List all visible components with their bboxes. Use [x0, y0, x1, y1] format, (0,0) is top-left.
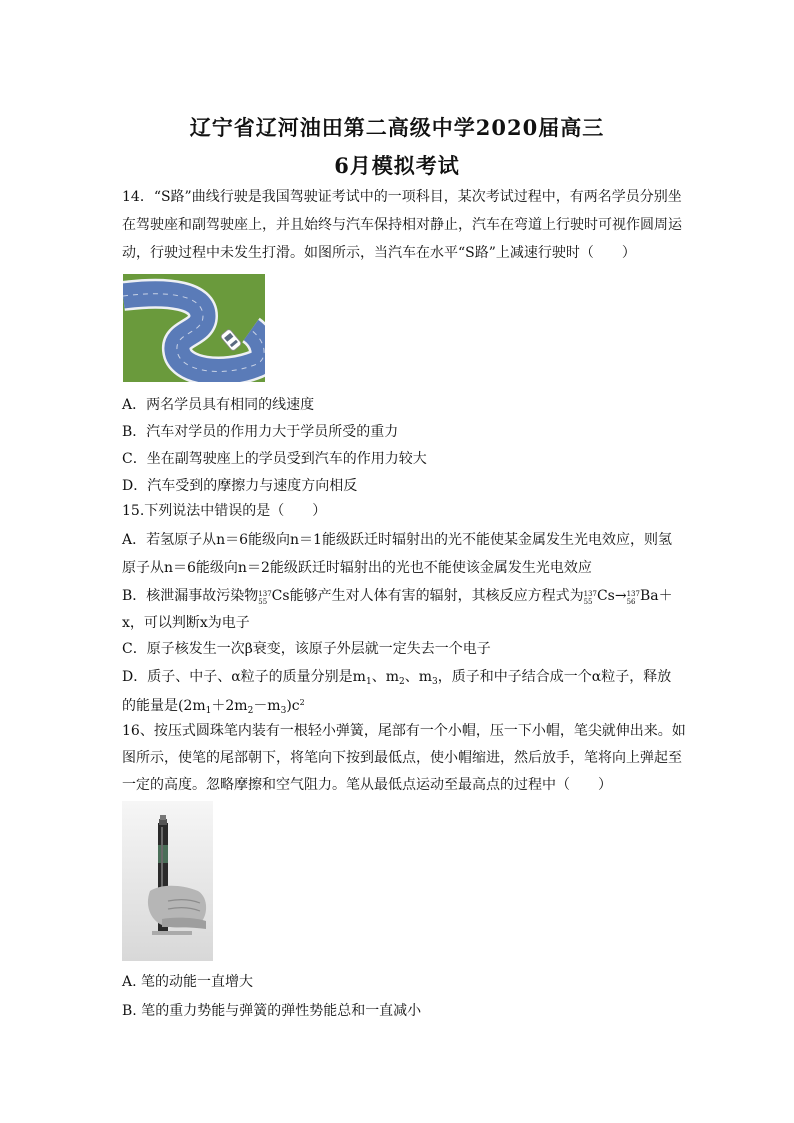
- q15-option-c: C．原子核发生一次β衰变，该原子外层就一定失去一个电子: [122, 641, 491, 657]
- pen-on-hand-illustration: [122, 801, 213, 961]
- q15-option-a-line-1: A．若氢原子从n＝6能级向n＝1能级跃迁时辐射出的光不能使某金属发生光电效应，则氢: [122, 532, 672, 548]
- q14-stem-line-2: 在驾驶座和副驾驶座上，并且始终与汽车保持相对静止，汽车在弯道上行驶时可视作圆周运: [122, 217, 682, 233]
- q16-option-b: B. 笔的重力势能与弹簧的弹性势能总和一直减小: [122, 1003, 422, 1019]
- exam-title-line-2: 6月模拟考试: [334, 153, 460, 178]
- q14-option-c: C．坐在副驾驶座上的学员受到汽车的作用力较大: [122, 451, 427, 467]
- q15-option-b-line-1: B．核泄漏事故污染物 137 55 Cs能够产生对人体有害的辐射，其核反应方程式为 137 55 Cs→ 137 56 Ba＋: [122, 588, 673, 606]
- cs-isotope-notation: 137 55: [258, 590, 272, 606]
- s-road-figure: [123, 274, 265, 382]
- cs-isotope-notation-2: 137 55: [583, 590, 597, 606]
- exam-title-line-1: 辽宁省辽河油田第二高级中学2020届高三: [189, 115, 605, 140]
- ba-isotope-notation: 137 56: [626, 590, 640, 606]
- q15-option-a-line-2: 原子从n＝6能级向n＝2能级跃迁时辐射出的光也不能使该金属发生光电效应: [122, 560, 592, 576]
- q14-option-b: B．汽车对学员的作用力大于学员所受的重力: [122, 424, 399, 440]
- q15-stem: 15.下列说法中错误的是（ ）: [122, 503, 327, 519]
- q14-option-d: D．汽车受到的摩擦力与速度方向相反: [122, 478, 358, 494]
- q14-stem-line-1: 14．“S路”曲线行驶是我国驾驶证考试中的一项科目，某次考试过程中，有两名学员分别坐: [122, 189, 682, 205]
- q16-stem-line-1: 16、按压式圆珠笔内装有一根轻小弹簧，尾部有一个小帽，压一下小帽，笔尖就伸出来。如: [122, 723, 686, 739]
- q16-stem-line-2: 图所示，使笔的尾部朝下，将笔向下按到最低点，使小帽缩进，然后放手，笔将向上弹起至: [122, 750, 682, 766]
- q15-option-d-line-2: 的能量是$(2m_1+2m_2-m_3)c^2$: [122, 698, 305, 716]
- q16-option-a: A. 笔的动能一直增大: [122, 974, 254, 990]
- q14-stem-line-3: 动，行驶过程中未发生打滑。如图所示，当汽车在水平“S路”上减速行驶时（ ）: [122, 245, 636, 261]
- pen-photo-figure: [122, 801, 213, 961]
- q15-option-d-line-1: D．质子、中子、α粒子的质量分别是$m_1$、$m_2$、$m_3$，质子和中子结合成一个α粒子，释放: [122, 669, 672, 687]
- q16-stem-line-3: 一定的高度。忽略摩擦和空气阻力。笔从最低点运动至最高点的过程中（ ）: [122, 777, 612, 793]
- s-road-illustration: [123, 274, 265, 382]
- q15-option-b-line-2: x，可以判断x为电子: [122, 615, 250, 631]
- q14-option-a: A．两名学员具有相同的线速度: [122, 397, 315, 413]
